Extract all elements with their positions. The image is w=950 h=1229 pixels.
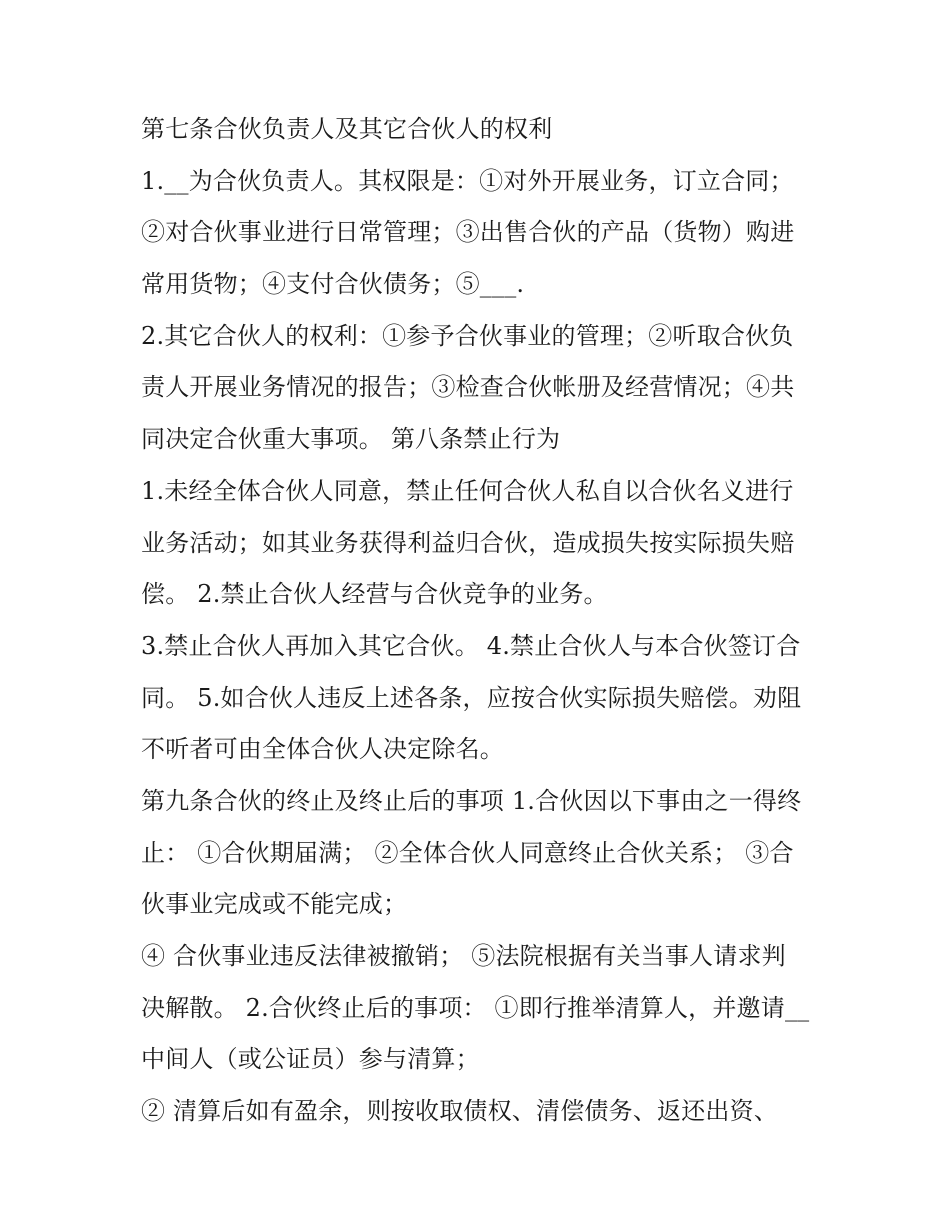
- text-line: ④ 合伙事业违反法律被撤销； ⑤法院根据有关当事人请求判: [141, 942, 786, 970]
- text-line: 决解散。 2.合伙终止后的事项： ①即行推举清算人，并邀请__: [141, 993, 810, 1022]
- text-line: 3.禁止合伙人再加入其它合伙。 4.禁止合伙人与本合伙签订合: [141, 631, 801, 660]
- text-line: 第七条合伙负责人及其它合伙人的权利: [141, 115, 553, 143]
- text-line: ② 清算后如有盈余，则按收取债权、清偿债务、返还出资、: [141, 1097, 779, 1126]
- text-line: 同。 5.如合伙人违反上述各条，应按合伙实际损失赔偿。劝阻: [141, 683, 802, 712]
- text-line: 同决定合伙重大事项。 第八条禁止行为: [141, 425, 561, 454]
- text-line: 伙事业完成或不能完成；: [141, 890, 408, 919]
- text-line: 业务活动；如其业务获得利益归合伙，造成损失按实际损失赔: [141, 528, 795, 557]
- text-line: 2.其它合伙人的权利：①参予合伙事业的管理；②听取合伙负: [141, 321, 794, 350]
- document-body: [141, 110, 821, 1144]
- text-line: 中间人（或公证员）参与清算；: [141, 1045, 480, 1074]
- text-line: 常用货物；④支付合伙债务；⑤___.: [141, 270, 525, 299]
- text-line: 止： ①合伙期届满； ②全体合伙人同意终止合伙关系； ③合: [141, 838, 794, 867]
- text-line: 第九条合伙的终止及终止后的事项 1.合伙因以下事由之一得终: [141, 786, 802, 815]
- text-line: 1.未经全体合伙人同意，禁止任何合伙人私自以合伙名义进行: [141, 476, 794, 505]
- text-line: 责人开展业务情况的报告；③检查合伙帐册及经营情况；④共: [141, 373, 795, 402]
- text-line: ②对合伙事业进行日常管理；③出售合伙的产品（货物）购进: [141, 218, 795, 247]
- text-line: 偿。 2.禁止合伙人经营与合伙竞争的业务。: [141, 580, 608, 609]
- text-line: 1.__为合伙负责人。其权限是：①对外开展业务，订立合同；: [141, 166, 794, 195]
- text-line: 不听者可由全体合伙人决定除名。: [141, 735, 504, 764]
